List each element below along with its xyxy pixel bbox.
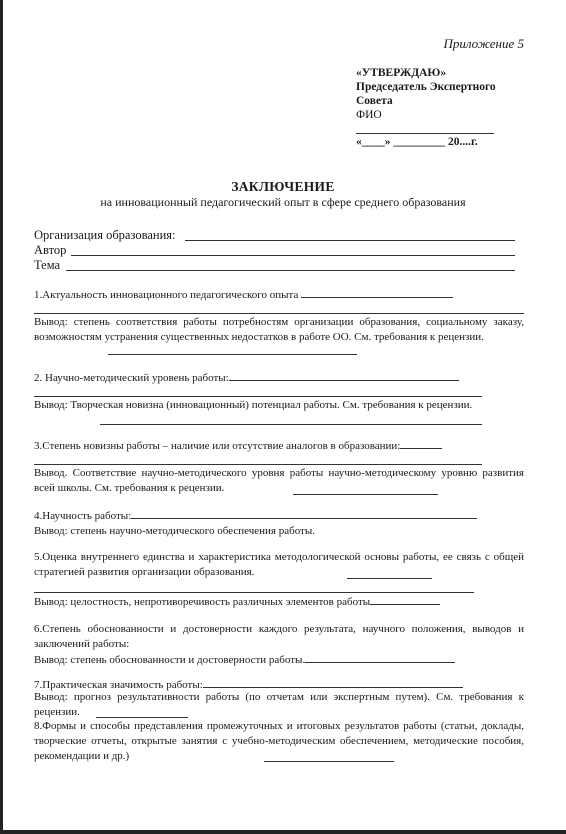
author-field-label: Автор bbox=[34, 243, 67, 257]
org-field-line bbox=[185, 240, 515, 241]
section-5-answer-line-b bbox=[34, 592, 474, 593]
document-subtitle: на инновационный педагогический опыт в сфере среднего образования bbox=[100, 195, 466, 209]
section-8-answer-line bbox=[264, 761, 394, 762]
section-3-answer-line bbox=[34, 464, 482, 465]
document-title: ЗАКЛЮЧЕНИЕ bbox=[231, 179, 335, 194]
approval-block bbox=[356, 66, 526, 122]
section-2-heading: 2. Научно-методический уровень работы: bbox=[34, 370, 524, 386]
chair-title-line2: Совета bbox=[356, 95, 393, 107]
section-3-heading: 3.Степень новизны работы – наличие или отсутствие аналогов в образовании: bbox=[34, 438, 524, 454]
section-5-conclusion: Вывод: целостность, непротиворечивость различных элементов работы bbox=[34, 594, 524, 610]
appendix-label: Приложение 5 bbox=[443, 36, 524, 51]
section-5-heading: 5.Оценка внутреннего единства и характеристика методологической основы работы, ее связь с общей стратегией развития организации образования. bbox=[34, 551, 524, 578]
topic-field-line bbox=[66, 270, 515, 271]
section-2-answer-line bbox=[34, 396, 482, 397]
section-7-heading: 7.Практическая значимость работы: bbox=[34, 677, 524, 693]
signature-line bbox=[356, 133, 494, 134]
section-3-conclusion-line bbox=[293, 494, 438, 495]
section-7-conclusion: Вывод: прогноз результативности работы (по отчетам или экспертным путем). См. требования к рецензии. bbox=[34, 691, 524, 718]
fio-label: ФИО bbox=[356, 109, 382, 121]
section-3-conclusion: Вывод. Соответствие научно-методического уровня работы научно-методическому уровню развития всей школы. См. требования к рецензии. bbox=[34, 467, 524, 494]
chair-title-line1: Председатель Экспертного bbox=[356, 81, 496, 93]
section-2-conclusion: Вывод: Творческая новизна (инновационный) потенциал работы. См. требования к рецензии. bbox=[34, 399, 473, 411]
org-field-label: Организация образования: bbox=[34, 228, 176, 242]
section-1-conclusion-line bbox=[108, 354, 357, 355]
scan-edge-left bbox=[0, 0, 3, 834]
section-6-conclusion: Вывод: степень обоснованности и достоверности работы. bbox=[34, 652, 524, 668]
approval-date: «____» _________ 20....г. bbox=[356, 136, 478, 148]
section-4-heading: 4.Научность работы: bbox=[34, 508, 524, 524]
section-2-conclusion-line bbox=[100, 424, 482, 425]
section-1-answer-line bbox=[34, 313, 524, 314]
approve-heading: «УТВЕРЖДАЮ» bbox=[356, 67, 447, 79]
section-1-heading: 1.Актуальность инновационного педагогического опыта bbox=[34, 287, 524, 303]
section-1-conclusion: Вывод: степень соответствия работы потребностям организации образования, социальному заказу, возможностям устранения существенных недостатков в работе ОО. См. требования к рецензии. bbox=[34, 316, 524, 343]
section-8-heading: 8.Формы и способы представления промежуточных и итоговых результатов работы (статьи, доклады, творческие отчеты, открытые занятия с учебно-методическим обеспечением, методические пособия, рекомендации и др.) bbox=[34, 720, 524, 762]
section-7-conclusion-line bbox=[96, 717, 188, 718]
topic-field-label: Тема bbox=[34, 258, 61, 272]
scan-edge-bottom bbox=[0, 830, 566, 834]
section-4-conclusion: Вывод: степень научно-методического обеспечения работы. bbox=[34, 525, 315, 537]
section-5-answer-line-a bbox=[347, 578, 432, 579]
author-field-line bbox=[71, 255, 515, 256]
section-6-heading: 6.Степень обоснованности и достоверности каждого результата, научного положения, выводов и заключений работы: bbox=[34, 623, 524, 650]
